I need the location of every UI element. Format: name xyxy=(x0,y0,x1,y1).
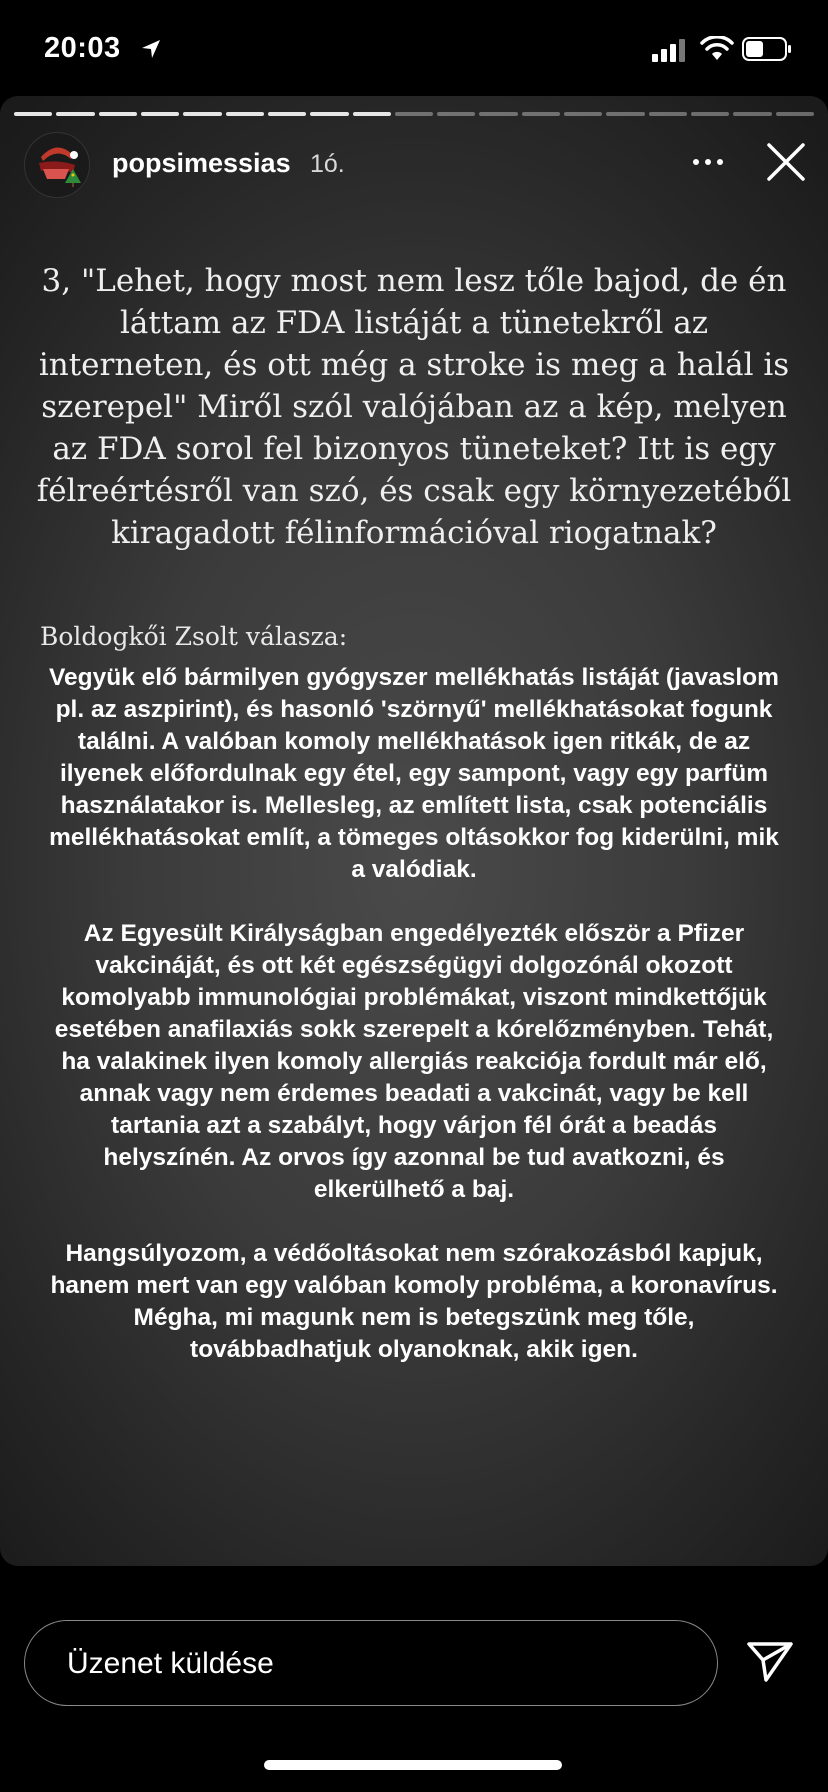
battery-icon xyxy=(742,37,792,61)
story-progress-segment xyxy=(226,112,264,116)
answer-paragraph: Hangsúlyozom, a védőoltásokat nem szórakozásból kapjuk, hanem mert van egy valóban komoly probléma, a koronavírus. Mégha, mi magunk nem is betegszünk meg tőle, továbbadhatjuk olyanoknak, akik igen. xyxy=(50,1240,778,1363)
story-progress-segment xyxy=(395,112,433,116)
story-progress-segment xyxy=(99,112,137,116)
story-progress-segment xyxy=(733,112,771,116)
story-progress-segment xyxy=(776,112,814,116)
send-paper-plane-icon[interactable] xyxy=(746,1640,794,1684)
story-progress-bar xyxy=(14,112,814,116)
story-question-text: 3, "Lehet, hogy most nem lesz tőle bajod, de én láttam az FDA listáját a tünetekről az interneten, és ott még a stroke is meg a halál is szerepel" Miről szól valójában az a kép, melyen az FDA sorol fel bizonyos tüneteket? Itt is egy félreértésről van szó, és csak egy környezetéből kiragadott félinformációval riogatnak? xyxy=(36,263,792,551)
story-progress-segment xyxy=(564,112,602,116)
santa-hat-logo-icon xyxy=(25,133,89,197)
answer-label: Boldogkői Zsolt válasza: xyxy=(40,622,348,651)
story-progress-segment xyxy=(353,112,391,116)
story-time-ago: 1ó. xyxy=(310,150,345,178)
story-card[interactable] xyxy=(0,96,828,1566)
answer-text xyxy=(44,662,784,1398)
status-time: 20:03 xyxy=(44,32,121,64)
signal-icon xyxy=(650,38,690,62)
story-progress-segment xyxy=(310,112,348,116)
story-progress-segment xyxy=(606,112,644,116)
location-arrow-icon xyxy=(140,38,162,60)
home-indicator[interactable] xyxy=(264,1760,562,1770)
story-progress-segment xyxy=(268,112,306,116)
wifi-icon xyxy=(700,36,734,62)
status-bar xyxy=(0,0,828,96)
more-options-icon[interactable] xyxy=(688,152,728,172)
story-progress-segment xyxy=(479,112,517,116)
message-input[interactable] xyxy=(24,1620,718,1706)
story-progress-segment xyxy=(437,112,475,116)
answer-paragraph: Az Egyesült Királyságban engedélyezték először a Pfizer vakcináját, és ott két egészségügyi dolgozónál okozott komolyabb immunológiai problémákat, viszont mindkettőjük esetében anafilaxiás sokk szerepelt a kórelőzményben. Tehát, ha valakinek ilyen komoly allergiás reakciója fordult már elő, annak vagy nem érdemes beadati a vakcinát, vagy be kell tartania azt a szabályt, hogy várjon fél órát a beadás helyszínén. Az orvos így azonnal be tud avatkozni, és elkerülhető a baj. xyxy=(54,920,774,1203)
story-username[interactable]: popsimessias xyxy=(112,148,291,178)
message-placeholder: Üzenet küldése xyxy=(67,1647,274,1680)
story-progress-segment xyxy=(56,112,94,116)
story-progress-segment xyxy=(649,112,687,116)
avatar[interactable] xyxy=(24,132,90,198)
story-progress-segment xyxy=(183,112,221,116)
story-progress-segment xyxy=(14,112,52,116)
story-progress-segment xyxy=(141,112,179,116)
close-icon[interactable] xyxy=(766,142,806,182)
answer-paragraph: Vegyük elő bármilyen gyógyszer mellékhatás listáját (javaslom pl. az aszpirint), és hasonló 'szörnyű' mellékhatásokat fogunk találni. A valóban komoly mellékhatások igen ritkák, de az ilyenek előfordulnak egy étel, egy sampont, vagy egy parfüm használatakor is. Mellesleg, az említett lista, csak potenciális mellékhatásokat említ, a tömeges oltásokkor fog kiderülni, mik a valódiak. xyxy=(49,664,779,883)
story-progress-segment xyxy=(522,112,560,116)
story-progress-segment xyxy=(691,112,729,116)
